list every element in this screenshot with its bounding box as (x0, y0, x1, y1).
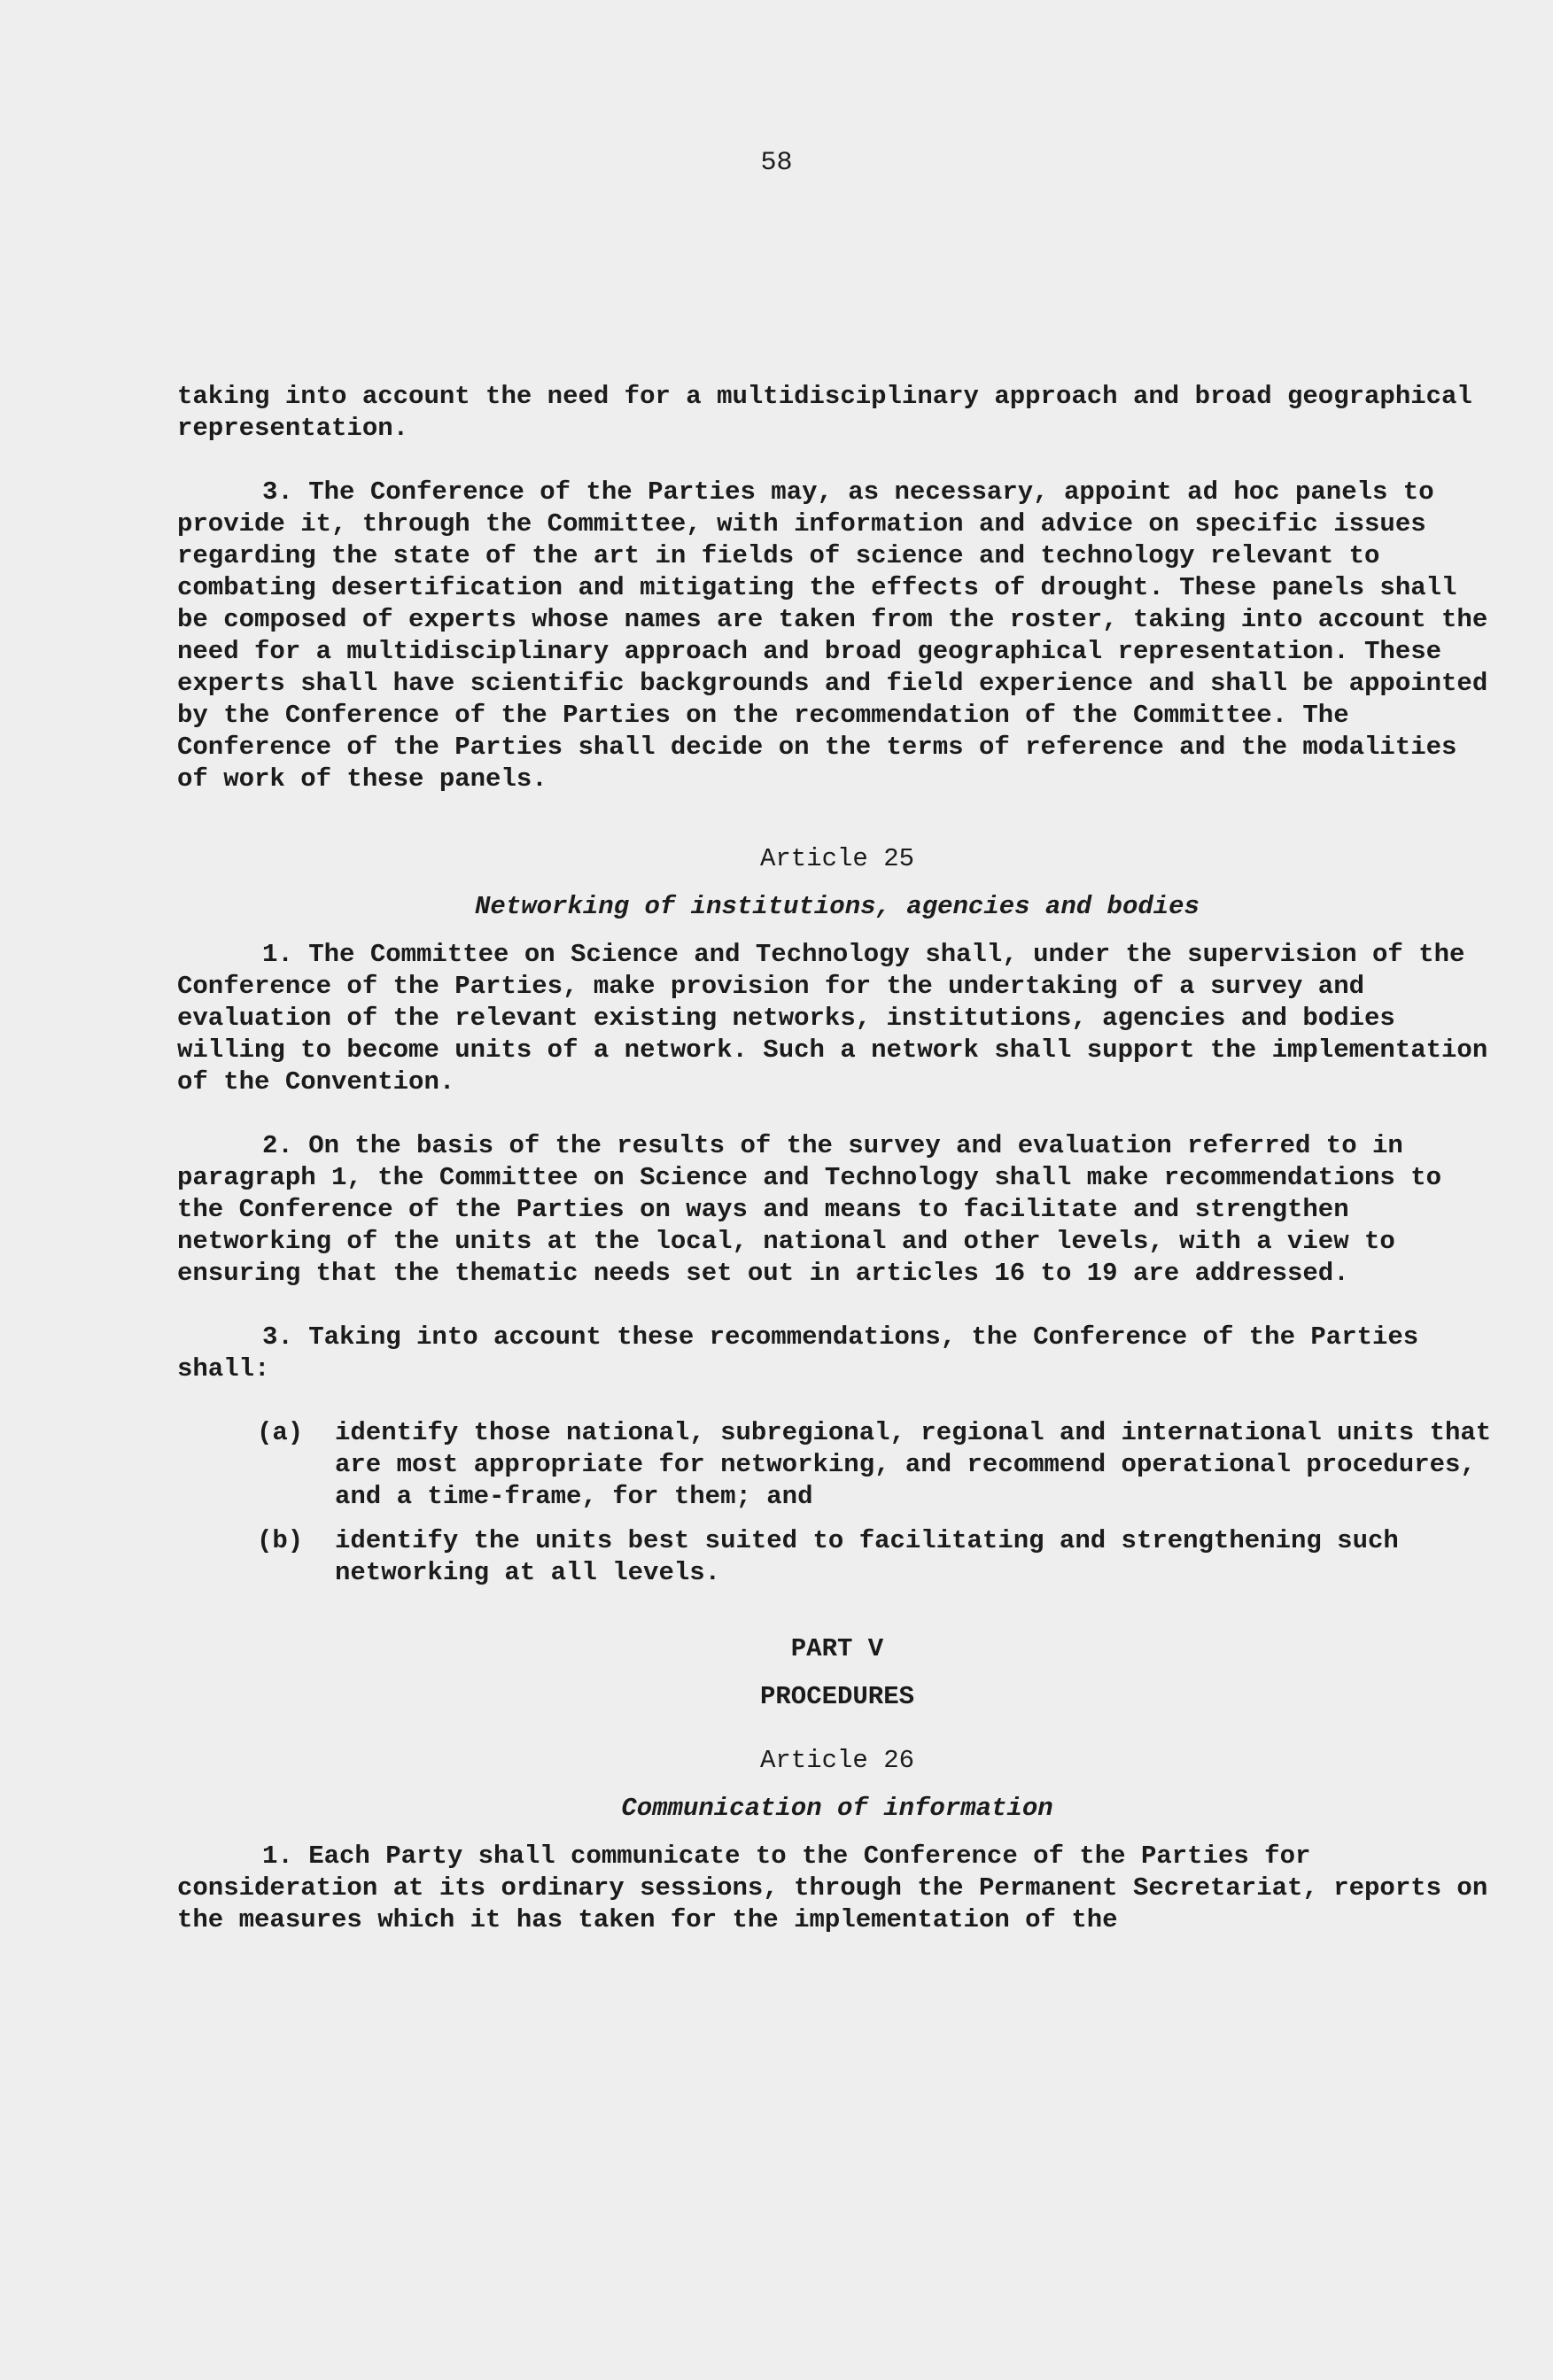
paragraph-3: 3. The Conference of the Parties may, as necessary, appoint ad hoc panels to provide it, through the Committee, with information and advice on specific issues regarding the state of the art in fields of science and technology relevant to combating desertification and mitigating the effects of drought. These panels shall be composed of experts whose names are taken from the roster, taking into account the need for a multidisciplinary approach and broad geographical representation. These experts shall have scientific backgrounds and field experience and shall be appointed by the Conference of the Parties on the recommendation of the Committee. The Conference of the Parties shall decide on the terms of reference and the modalities of work of these panels. (177, 477, 1488, 794)
paragraph-continuation: taking into account the need for a multidisciplinary approach and broad geographical representation. (177, 382, 1472, 443)
article-26-paragraph-1: 1. Each Party shall communicate to the Conference of the Parties for consideration at its ordinary sessions, through the Permanent Secretariat, reports on the measures which it has taken for the implementation of the (177, 1841, 1488, 1934)
part-subtitle: PROCEDURES (759, 1682, 915, 1711)
article-25-paragraph-1: 1. The Committee on Science and Technology shall, under the supervision of the Conference of the Parties, make provision for the undertaking of a survey and evaluation of the relevant existing networks, institutions, agencies and bodies willing to become units of a network. Such a network shall support the implementation of the Convention. (177, 940, 1488, 1097)
part-title: PART V (790, 1634, 884, 1663)
list-marker: (a) (257, 1418, 304, 1447)
article-25-title: Article 25 (759, 844, 915, 873)
list-text: identify the units best suited to facilitating and strengthening such networking at all levels. (335, 1526, 1399, 1587)
list-item-b (177, 1525, 1497, 1589)
article-25-paragraph-3: 3. Taking into account these recommendations, the Conference of the Parties shall: (177, 1322, 1419, 1384)
page-number: 58 (760, 148, 793, 178)
article-25-paragraph-2: 2. On the basis of the results of the survey and evaluation referred to in paragraph 1, the Committee on Science and Technology shall make recommendations to the Conference of the Parties on ways and means to facilitate and strengthen networking of the units at the local, national and other levels, with a view to ensuring that the thematic needs set out in articles 16 to 19 are addressed. (177, 1131, 1442, 1288)
article-26-title: Article 26 (759, 1746, 915, 1775)
document-body (177, 381, 1497, 1968)
list-text: identify those national, subregional, regional and international units that are most appropriate for networking, and recommend operational procedures, and a time-frame, for them; and (335, 1418, 1492, 1511)
article-25-subtitle: Networking of institutions, agencies and bodies (475, 892, 1200, 921)
article-26-subtitle: Communication of information (621, 1794, 1053, 1823)
list-item-a (177, 1417, 1497, 1513)
list-marker: (b) (257, 1526, 304, 1555)
